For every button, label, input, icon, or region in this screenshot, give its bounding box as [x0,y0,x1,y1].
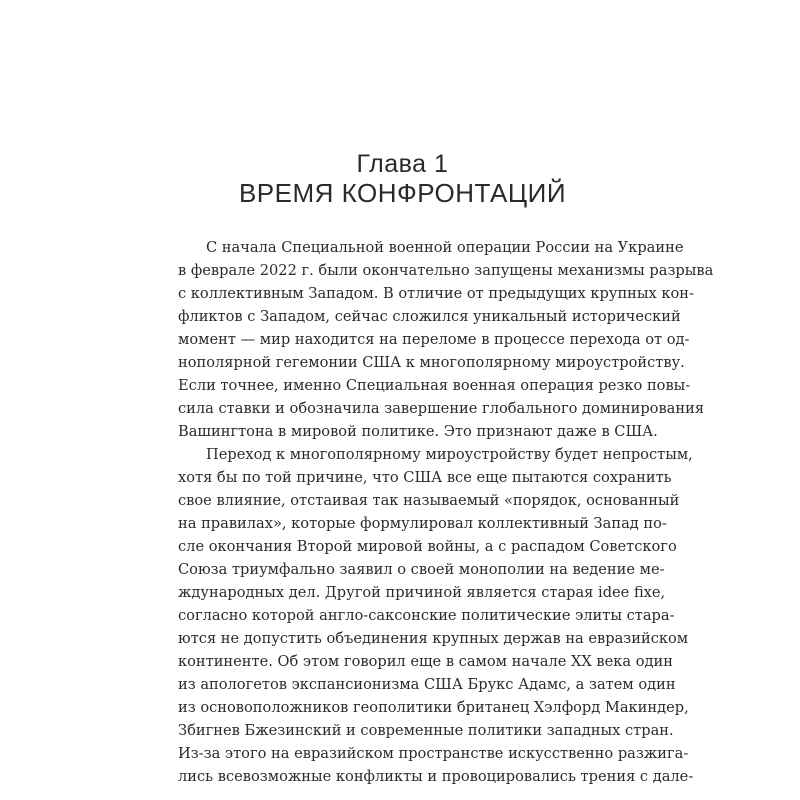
text-line: Збигнев Бжезинский и современные политики западных стран. [178,722,674,739]
text-line: Из-за этого на евразийском пространстве искусственно разжига- [178,745,689,762]
text-line: с коллективным Западом. В отличие от предыдущих крупных кон- [178,285,694,302]
chapter-body-text [178,236,714,788]
text-line: сила ставки и обозначила завершение глобального доминирования [178,400,705,417]
text-line: Союза триумфально заявил о своей монополии на ведение ме- [178,561,665,578]
text-line: Если точнее, именно Специальная военная операция резко повы- [178,377,691,394]
text-line: С начала Специальной военной операции России на Украине [206,239,684,256]
text-line: согласно которой англо-саксонские политические элиты стара- [178,607,675,624]
text-line: нополярной гегемонии США к многополярному мироустройству. [178,354,685,371]
text-line: сле окончания Второй мировой войны, а с распадом Советского [178,538,677,555]
text-line: на правилах», которые формулировал коллективный Запад по- [178,515,667,532]
text-line: из основоположников геополитики британец Хэлфорд Макиндер, [178,699,689,716]
text-line: хотя бы по той причине, что США все еще пытаются сохранить [178,469,672,486]
chapter-number: Глава 1 [356,150,449,178]
text-line: ждународных дел. Другой причиной является старая idee fixe, [178,584,666,601]
text-line: ются не допустить объединения крупных держав на евразийском [178,630,689,647]
text-line: момент — мир находится на переломе в процессе перехода от од- [178,331,690,348]
chapter-title: ВРЕМЯ КОНФРОНТАЦИЙ [238,178,567,208]
text-line: Переход к многополярному мироустройству будет непростым, [206,446,693,463]
book-page [130,0,714,800]
text-line: континенте. Об этом говорил еще в самом начале XX века один [178,653,673,670]
text-line: фликтов с Западом, сейчас сложился уникальный исторический [178,308,681,325]
text-line: в феврале 2022 г. были окончательно запущены механизмы разрыва [178,262,714,279]
text-line: из апологетов экспансионизма США Брукс Адамс, а затем один [178,676,676,693]
text-line: свое влияние, отстаивая так называемый «порядок, основанный [178,492,680,509]
text-line: лись всевозможные конфликты и провоцировались трения с дале- [178,768,694,785]
text-line: Вашингтона в мировой политике. Это признают даже в США. [178,423,658,440]
